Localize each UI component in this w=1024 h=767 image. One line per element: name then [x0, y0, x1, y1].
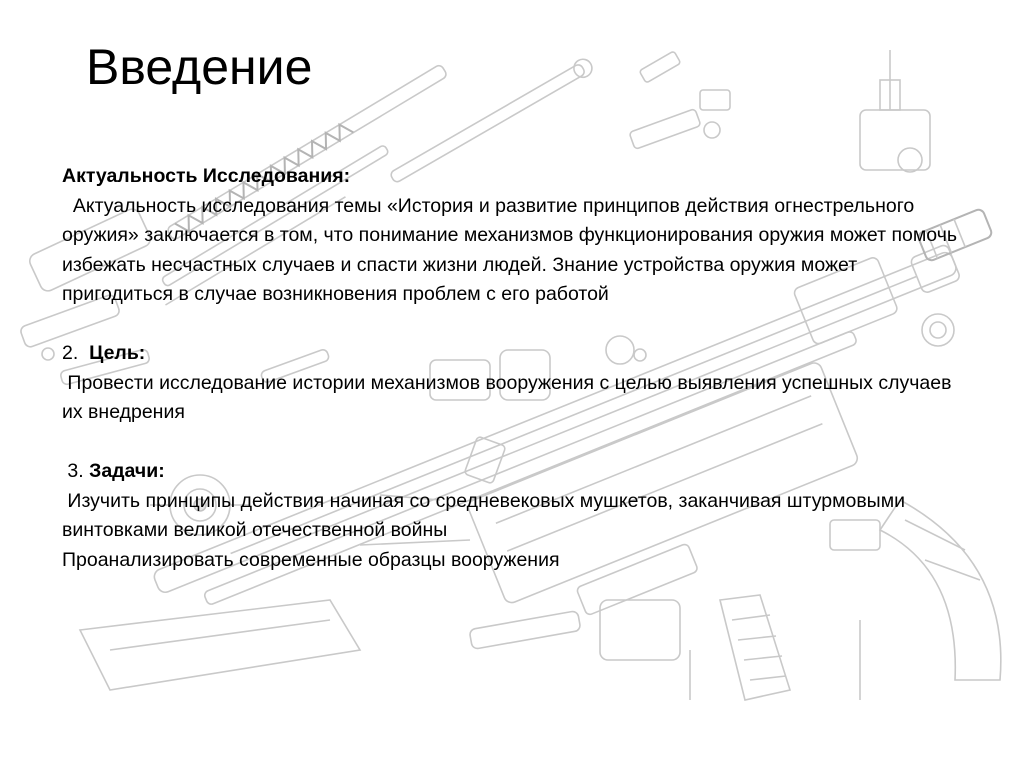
tasks-heading	[62, 457, 962, 487]
slide-title: Введение	[86, 39, 313, 95]
goal-label: Цель:	[89, 342, 146, 364]
relevance-heading: Актуальность Исследования:	[62, 165, 351, 187]
goal-text	[62, 369, 962, 428]
relevance-text	[62, 192, 962, 310]
relevance-text-value: Актуальность исследования темы «История и развитие принципов действия огнестрельного оружия» заключается в том, что понимание механизмов функционирования оружия может помочь избежать несчастных случаев и спасти жизни людей. Знание устройства оружия может пригодиться в случае возникновения проблем с его работой	[62, 194, 958, 305]
tasks-label: Задачи:	[89, 460, 165, 482]
goal-text-value: Провести исследование истории механизмов вооружения с целью выявления успешных случаев их внедрения	[62, 371, 952, 423]
goal-number: 2.	[62, 342, 79, 364]
task-item-1-text: Изучить принципы действия начиная со средневековых мушкетов, заканчивая штурмовыми винтовками великой отечественной войны	[62, 489, 905, 541]
goal-heading	[62, 339, 962, 369]
task-item-2: Проанализировать современные образцы вооружения	[62, 548, 560, 571]
slide-body	[62, 162, 962, 575]
task-item-1	[62, 487, 962, 546]
tasks-number: 3.	[67, 460, 84, 482]
